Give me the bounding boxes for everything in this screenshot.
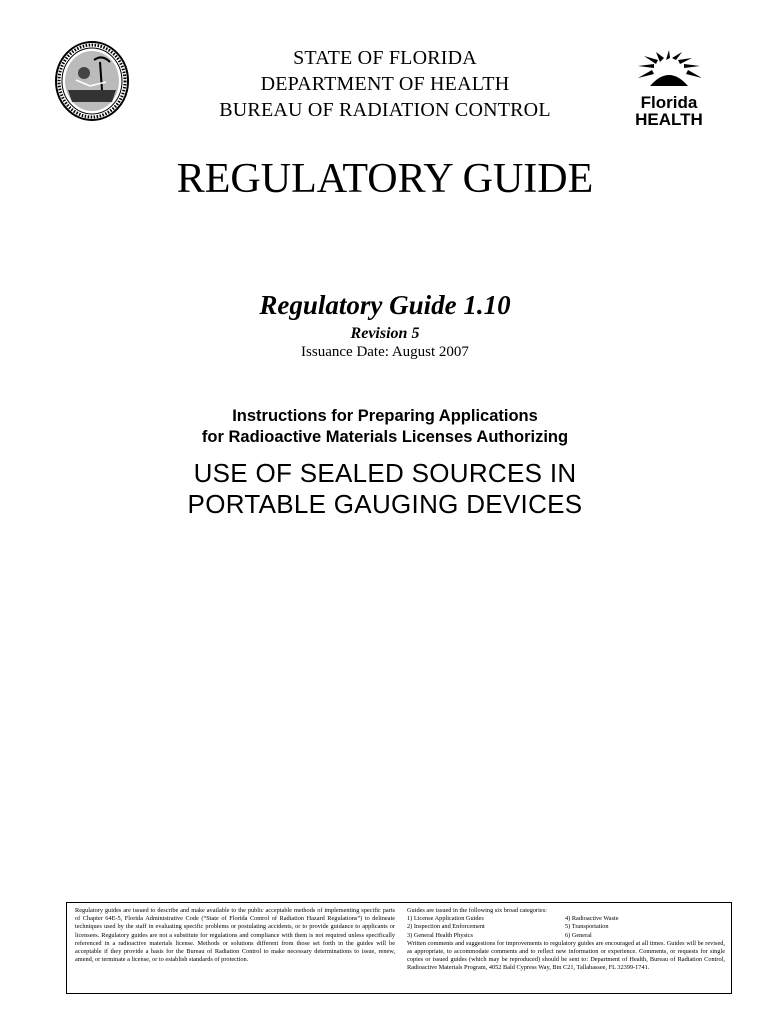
guide-number: Regulatory Guide 1.10 xyxy=(259,290,511,320)
instructions-heading xyxy=(0,406,770,448)
comments-note: Written comments and suggestions for improvements to regulatory guides are encouraged at all times. Guides will be revised, as appropriate, to accommodate comments and to reflect new information or experience. Comments, or requests for single copies or issued guides (which may be reproduced) should be sent to: Department of Health, Bureau of Radiation Control, Radioactive Materials Program, 4052 Bald Cypress Way, Bin C21, Tallahassee, FL 32399-1741. xyxy=(407,939,725,972)
category-item: 4) Radioactive Waste xyxy=(565,915,619,923)
guide-subject xyxy=(0,458,770,520)
subject-line-1: USE OF SEALED SOURCES IN xyxy=(193,458,577,488)
agency-line-state: STATE OF FLORIDA xyxy=(293,47,477,69)
footer-disclaimer-box xyxy=(66,902,732,994)
footer-categories xyxy=(407,907,725,973)
instructions-line-2: for Radioactive Materials Licenses Authorizing xyxy=(201,428,569,446)
categories-intro: Guides are issued in the following six broad categories: xyxy=(407,907,547,914)
category-item: 6) General xyxy=(565,931,592,939)
instructions-line-1: Instructions for Preparing Applications xyxy=(232,407,538,425)
florida-health-logo-text-1: Florida xyxy=(640,93,698,112)
category-item: 5) Transportation xyxy=(565,923,609,931)
agency-heading xyxy=(0,45,770,123)
florida-health-logo-text-2: HEALTH xyxy=(635,110,703,129)
agency-line-bureau: BUREAU OF RADIATION CONTROL xyxy=(219,99,551,121)
category-item: 3) General Health Physics xyxy=(407,931,473,939)
issuance-date: Issuance Date: August 2007 xyxy=(301,344,469,360)
guide-revision: Revision 5 xyxy=(350,325,420,342)
agency-line-department: DEPARTMENT OF HEALTH xyxy=(260,73,510,95)
document-title: REGULATORY GUIDE xyxy=(176,156,594,202)
category-item: 1) License Application Guides xyxy=(407,915,484,923)
category-list xyxy=(407,915,725,940)
category-item: 2) Inspection and Enforcement xyxy=(407,923,485,931)
footer-purpose-text: Regulatory guides are issued to describe and make available to the public acceptable methods of implementing specific parts of Chapter 64E-5, Florida Administrative Code (“State of Florida Control of Radiation Hazard Regulations”) to delineate techniques used by the staff in evaluating specific problems or postulating accidents, or to provide guidance to applicants or licensees. Regulatory guides are not a substitute for regulations and compliance with them is not required unless specifically referenced in a radioactive materials license. Methods or solutions different from those set forth in the guides will be acceptable if they provide a basis for the Bureau of Radiation Control to make necessary determinations to issue, renew, amend, or terminate a license, or to establish standards of protection. xyxy=(75,907,395,964)
subject-line-2: PORTABLE GAUGING DEVICES xyxy=(187,489,583,519)
